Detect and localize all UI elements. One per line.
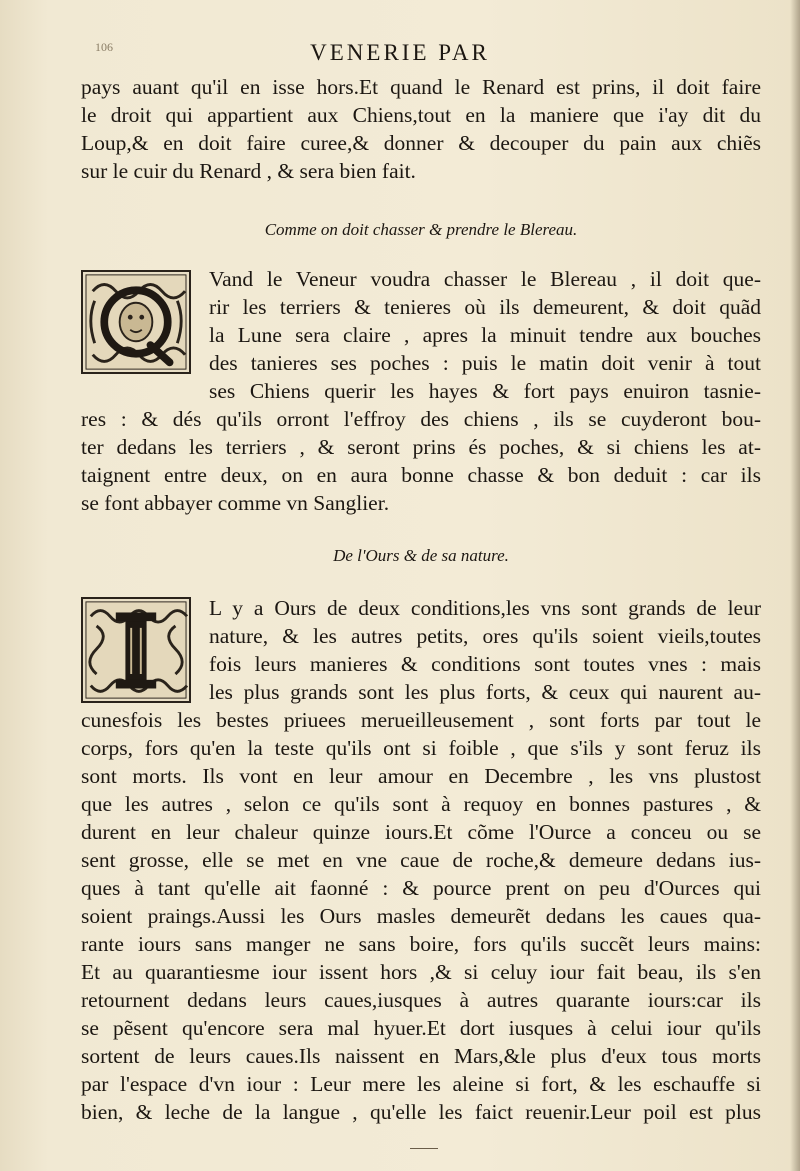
paragraph-ours	[81, 594, 761, 1126]
text-line: res : & dés qu'ils orront l'effroy des chiens , ils se cuyderont bou-	[81, 407, 761, 431]
text-line: Vand le Veneur voudra chasser le Blereau , il doit que-	[209, 267, 761, 291]
ornamental-initial-q	[81, 270, 191, 374]
paragraph-blereau	[81, 265, 761, 517]
text-line: fois leurs manieres & conditions sont toutes vnes : mais	[209, 652, 761, 676]
text-line: sur le cuir du Renard , & sera bien fait.	[81, 159, 416, 183]
text-line: soient praings.Aussi les Ours masles demeurẽt dedans les caues qua-	[81, 904, 761, 928]
section-heading-ours: De l'Ours & de sa nature.	[333, 546, 509, 565]
text-line: des tanieres ses poches : puis le matin doit venir à tout	[209, 351, 761, 375]
text-line: ses Chiens querir les hayes & fort pays enuiron tasnie-	[209, 379, 761, 403]
text-line: nature, & les autres petits, ores qu'ils soient vieils,toutes	[209, 624, 761, 648]
text-line: taignent entre deux, on en aura bonne chasse & bon deduit : car ils	[81, 463, 761, 487]
text-line: le droit qui appartient aux Chiens,tout en la maniere que i'ay dit du	[81, 103, 761, 127]
body-text	[81, 73, 761, 1126]
text-line: retournent dedans leurs caues,iusques à autres quarante iours:car ils	[81, 988, 761, 1012]
text-line: cunesfois les bestes priuees merueilleusement , sont forts par tout le	[81, 708, 761, 732]
ornamental-initial-q-icon	[83, 272, 189, 372]
text-line: sont morts. Ils vont en leur amour en Decembre , les vns plustost	[81, 764, 761, 788]
text-line: rir les terriers & tenieres où ils demeurent, & doit quãd	[209, 295, 761, 319]
text-line: les plus grands sont les plus forts, & ceux qui naurent au-	[209, 680, 761, 704]
text-line: rante iours sans manger ne sans boire, fors qu'ils succẽt leurs mains:	[81, 932, 761, 956]
text-line: pays auant qu'il en isse hors.Et quand le Renard est prins, il doit faire	[81, 75, 761, 99]
catchword-mark	[410, 1148, 438, 1149]
text-line: la Lune sera claire , apres la minuit tendre aux bouches	[209, 323, 761, 347]
ornamental-initial-i-icon	[83, 599, 189, 701]
text-line: sent grosse, elle se met en vne caue de roche,& demeure dedans ius-	[81, 848, 761, 872]
text-line: ques à tant qu'elle ait faonné : & pource prent on peu d'Ources qui	[81, 876, 761, 900]
text-line: se pẽsent qu'encore sera mal hyuer.Et dort iusques à celui iour qu'ils	[81, 1016, 761, 1040]
text-line: bien, & leche de la langue , qu'elle les faict reuenir.Leur poil est plus	[81, 1100, 761, 1124]
folio-number: 106	[95, 40, 113, 54]
text-line: L y a Ours de deux conditions,les vns sont grands de leur	[209, 596, 761, 620]
text-line: se font abbayer comme vn Sanglier.	[81, 491, 390, 515]
text-line: sortent de leurs caues.Ils naissent en Mars,&le plus d'eux tous morts	[81, 1044, 761, 1068]
text-line: Et au quarantiesme iour issent hors ,& si celuy iour fait beau, ils s'en	[81, 960, 761, 984]
text-line: par l'espace d'vn iour : Leur mere les aleine si fort, & les eschauffe si	[81, 1072, 761, 1096]
text-line: que les autres , selon ce qu'ils sont à requoy en bonnes pastures , &	[81, 792, 761, 816]
text-line: ter dedans les terriers , & seront prins és poches, & si chiens les at-	[81, 435, 761, 459]
section-heading-blereau: Comme on doit chasser & prendre le Blereau.	[264, 220, 578, 239]
text-line: durent en leur chaleur quinze iours.Et cõme l'Ource a conceu ou se	[81, 820, 761, 844]
running-head: VENERIE PAR	[310, 40, 490, 65]
text-line: Loup,& en doit faire curee,& donner & decouper du pain aux chiẽs	[81, 131, 761, 155]
ornamental-initial-i	[81, 597, 191, 703]
paragraph-continuation	[81, 73, 761, 185]
text-line: corps, fors qu'en la teste qu'ils ont si foible , que s'ils y sont feruz ils	[81, 736, 761, 760]
